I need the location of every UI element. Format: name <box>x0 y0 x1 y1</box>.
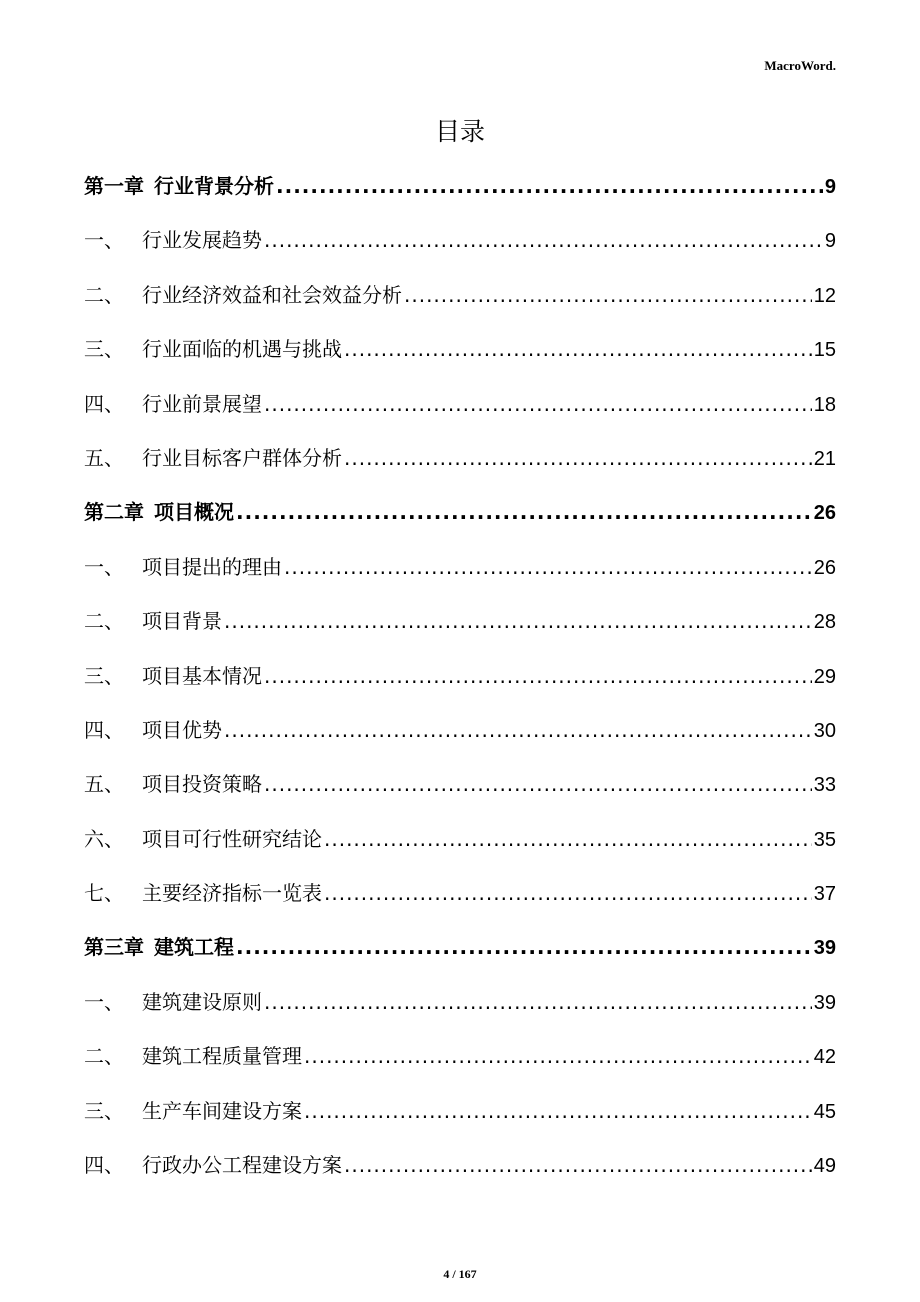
toc-entry-title: 项目基本情况 <box>142 663 262 688</box>
toc-entry-number: 一、 <box>84 554 124 579</box>
toc-entry-title: 行业前景展望 <box>142 391 262 416</box>
toc-entry-title: 行业面临的机遇与挑战 <box>142 337 342 362</box>
toc-chapter-entry[interactable] <box>84 492 836 546</box>
toc-entry-title: 项目提出的理由 <box>142 554 282 579</box>
toc-page-number: 26 <box>813 556 836 579</box>
table-of-contents <box>84 166 836 1199</box>
toc-entry-number: 第二章 <box>84 500 144 525</box>
toc-section-entry[interactable] <box>84 1145 836 1199</box>
toc-entry-number: 四、 <box>84 717 124 742</box>
toc-dot-leader <box>264 384 812 424</box>
toc-section-entry[interactable] <box>84 275 836 329</box>
toc-entry-number: 五、 <box>84 445 124 470</box>
toc-entry-title: 行业背景分析 <box>154 174 274 198</box>
toc-entry-number: 一、 <box>84 989 124 1014</box>
toc-section-entry[interactable] <box>84 384 836 438</box>
toc-dot-leader <box>236 492 812 532</box>
toc-page-number: 9 <box>824 230 836 253</box>
toc-dot-leader <box>344 438 812 478</box>
toc-page-number: 45 <box>813 1100 836 1123</box>
toc-entry-number: 五、 <box>84 772 124 797</box>
toc-section-entry[interactable] <box>84 982 836 1036</box>
toc-page-number: 49 <box>813 1155 836 1178</box>
toc-entry-title: 项目概况 <box>154 500 234 525</box>
toc-page-number: 12 <box>813 284 836 307</box>
toc-entry-title: 项目优势 <box>142 717 222 742</box>
toc-section-entry[interactable] <box>84 329 836 383</box>
toc-entry-number: 七、 <box>84 881 124 906</box>
toc-section-entry[interactable] <box>84 220 836 274</box>
toc-dot-leader <box>264 764 812 804</box>
toc-entry-number: 三、 <box>84 1098 124 1123</box>
toc-entry-title: 主要经济指标一览表 <box>142 881 322 906</box>
toc-section-entry[interactable] <box>84 873 836 927</box>
toc-dot-leader <box>284 547 812 587</box>
toc-section-entry[interactable] <box>84 1036 836 1090</box>
toc-entry-number: 三、 <box>84 337 124 362</box>
toc-entry-number: 二、 <box>84 282 124 307</box>
header-brand: MacroWord. <box>764 58 836 73</box>
toc-entry-number: 二、 <box>84 1044 124 1069</box>
toc-entry-number: 四、 <box>84 391 124 416</box>
toc-entry-title: 项目背景 <box>142 609 222 634</box>
toc-dot-leader <box>304 1091 812 1131</box>
toc-dot-leader <box>344 1145 812 1185</box>
toc-page-number: 42 <box>813 1046 836 1069</box>
toc-dot-leader <box>224 601 812 641</box>
toc-entry-number: 第一章 <box>84 174 144 198</box>
toc-page-number: 15 <box>813 339 836 362</box>
toc-dot-leader <box>276 166 823 206</box>
toc-section-entry[interactable] <box>84 710 836 764</box>
toc-page-number: 29 <box>813 665 836 688</box>
toc-dot-leader <box>264 982 812 1022</box>
toc-page-number: 39 <box>813 991 836 1014</box>
toc-entry-title: 建筑建设原则 <box>142 989 262 1014</box>
toc-entry-title: 建筑工程质量管理 <box>142 1044 302 1069</box>
toc-entry-title: 行政办公工程建设方案 <box>142 1153 342 1178</box>
toc-entry-title: 项目投资策略 <box>142 772 262 797</box>
toc-section-entry[interactable] <box>84 1091 836 1145</box>
toc-dot-leader <box>324 819 812 859</box>
toc-entry-number: 六、 <box>84 826 124 851</box>
toc-dot-leader <box>224 710 812 750</box>
toc-entry-title: 建筑工程 <box>154 935 234 960</box>
toc-entry-title: 行业经济效益和社会效益分析 <box>142 282 402 307</box>
toc-dot-leader <box>264 220 823 260</box>
toc-dot-leader <box>344 329 812 369</box>
toc-page-number: 30 <box>813 719 836 742</box>
toc-section-entry[interactable] <box>84 764 836 818</box>
toc-entry-title: 生产车间建设方案 <box>142 1098 302 1123</box>
toc-page-number: 39 <box>813 937 836 960</box>
toc-dot-leader <box>236 927 812 967</box>
toc-section-entry[interactable] <box>84 438 836 492</box>
toc-entry-number: 四、 <box>84 1153 124 1178</box>
toc-dot-leader <box>324 873 812 913</box>
toc-section-entry[interactable] <box>84 656 836 710</box>
toc-page-number: 37 <box>813 883 836 906</box>
toc-entry-title: 项目可行性研究结论 <box>142 826 322 851</box>
toc-section-entry[interactable] <box>84 819 836 873</box>
toc-entry-title: 行业目标客户群体分析 <box>142 445 342 470</box>
toc-page-number: 35 <box>813 828 836 851</box>
toc-page-number: 18 <box>813 393 836 416</box>
toc-entry-number: 二、 <box>84 609 124 634</box>
toc-entry-title: 行业发展趋势 <box>142 228 262 253</box>
toc-page-number: 9 <box>824 176 836 198</box>
toc-section-entry[interactable] <box>84 601 836 655</box>
toc-dot-leader <box>404 275 812 315</box>
toc-title: 目录 <box>434 117 485 146</box>
toc-dot-leader <box>264 656 812 696</box>
toc-page-number: 21 <box>813 447 836 470</box>
toc-section-entry[interactable] <box>84 547 836 601</box>
page-indicator: 4 / 167 <box>443 1267 477 1281</box>
toc-entry-number: 三、 <box>84 663 124 688</box>
toc-chapter-entry[interactable] <box>84 927 836 981</box>
toc-page-number: 33 <box>813 774 836 797</box>
toc-page-number: 28 <box>813 611 836 634</box>
toc-entry-number: 一、 <box>84 228 124 253</box>
toc-page-number: 26 <box>813 502 836 525</box>
toc-entry-number: 第三章 <box>84 935 144 960</box>
toc-dot-leader <box>304 1036 812 1076</box>
toc-chapter-entry[interactable] <box>84 166 836 220</box>
